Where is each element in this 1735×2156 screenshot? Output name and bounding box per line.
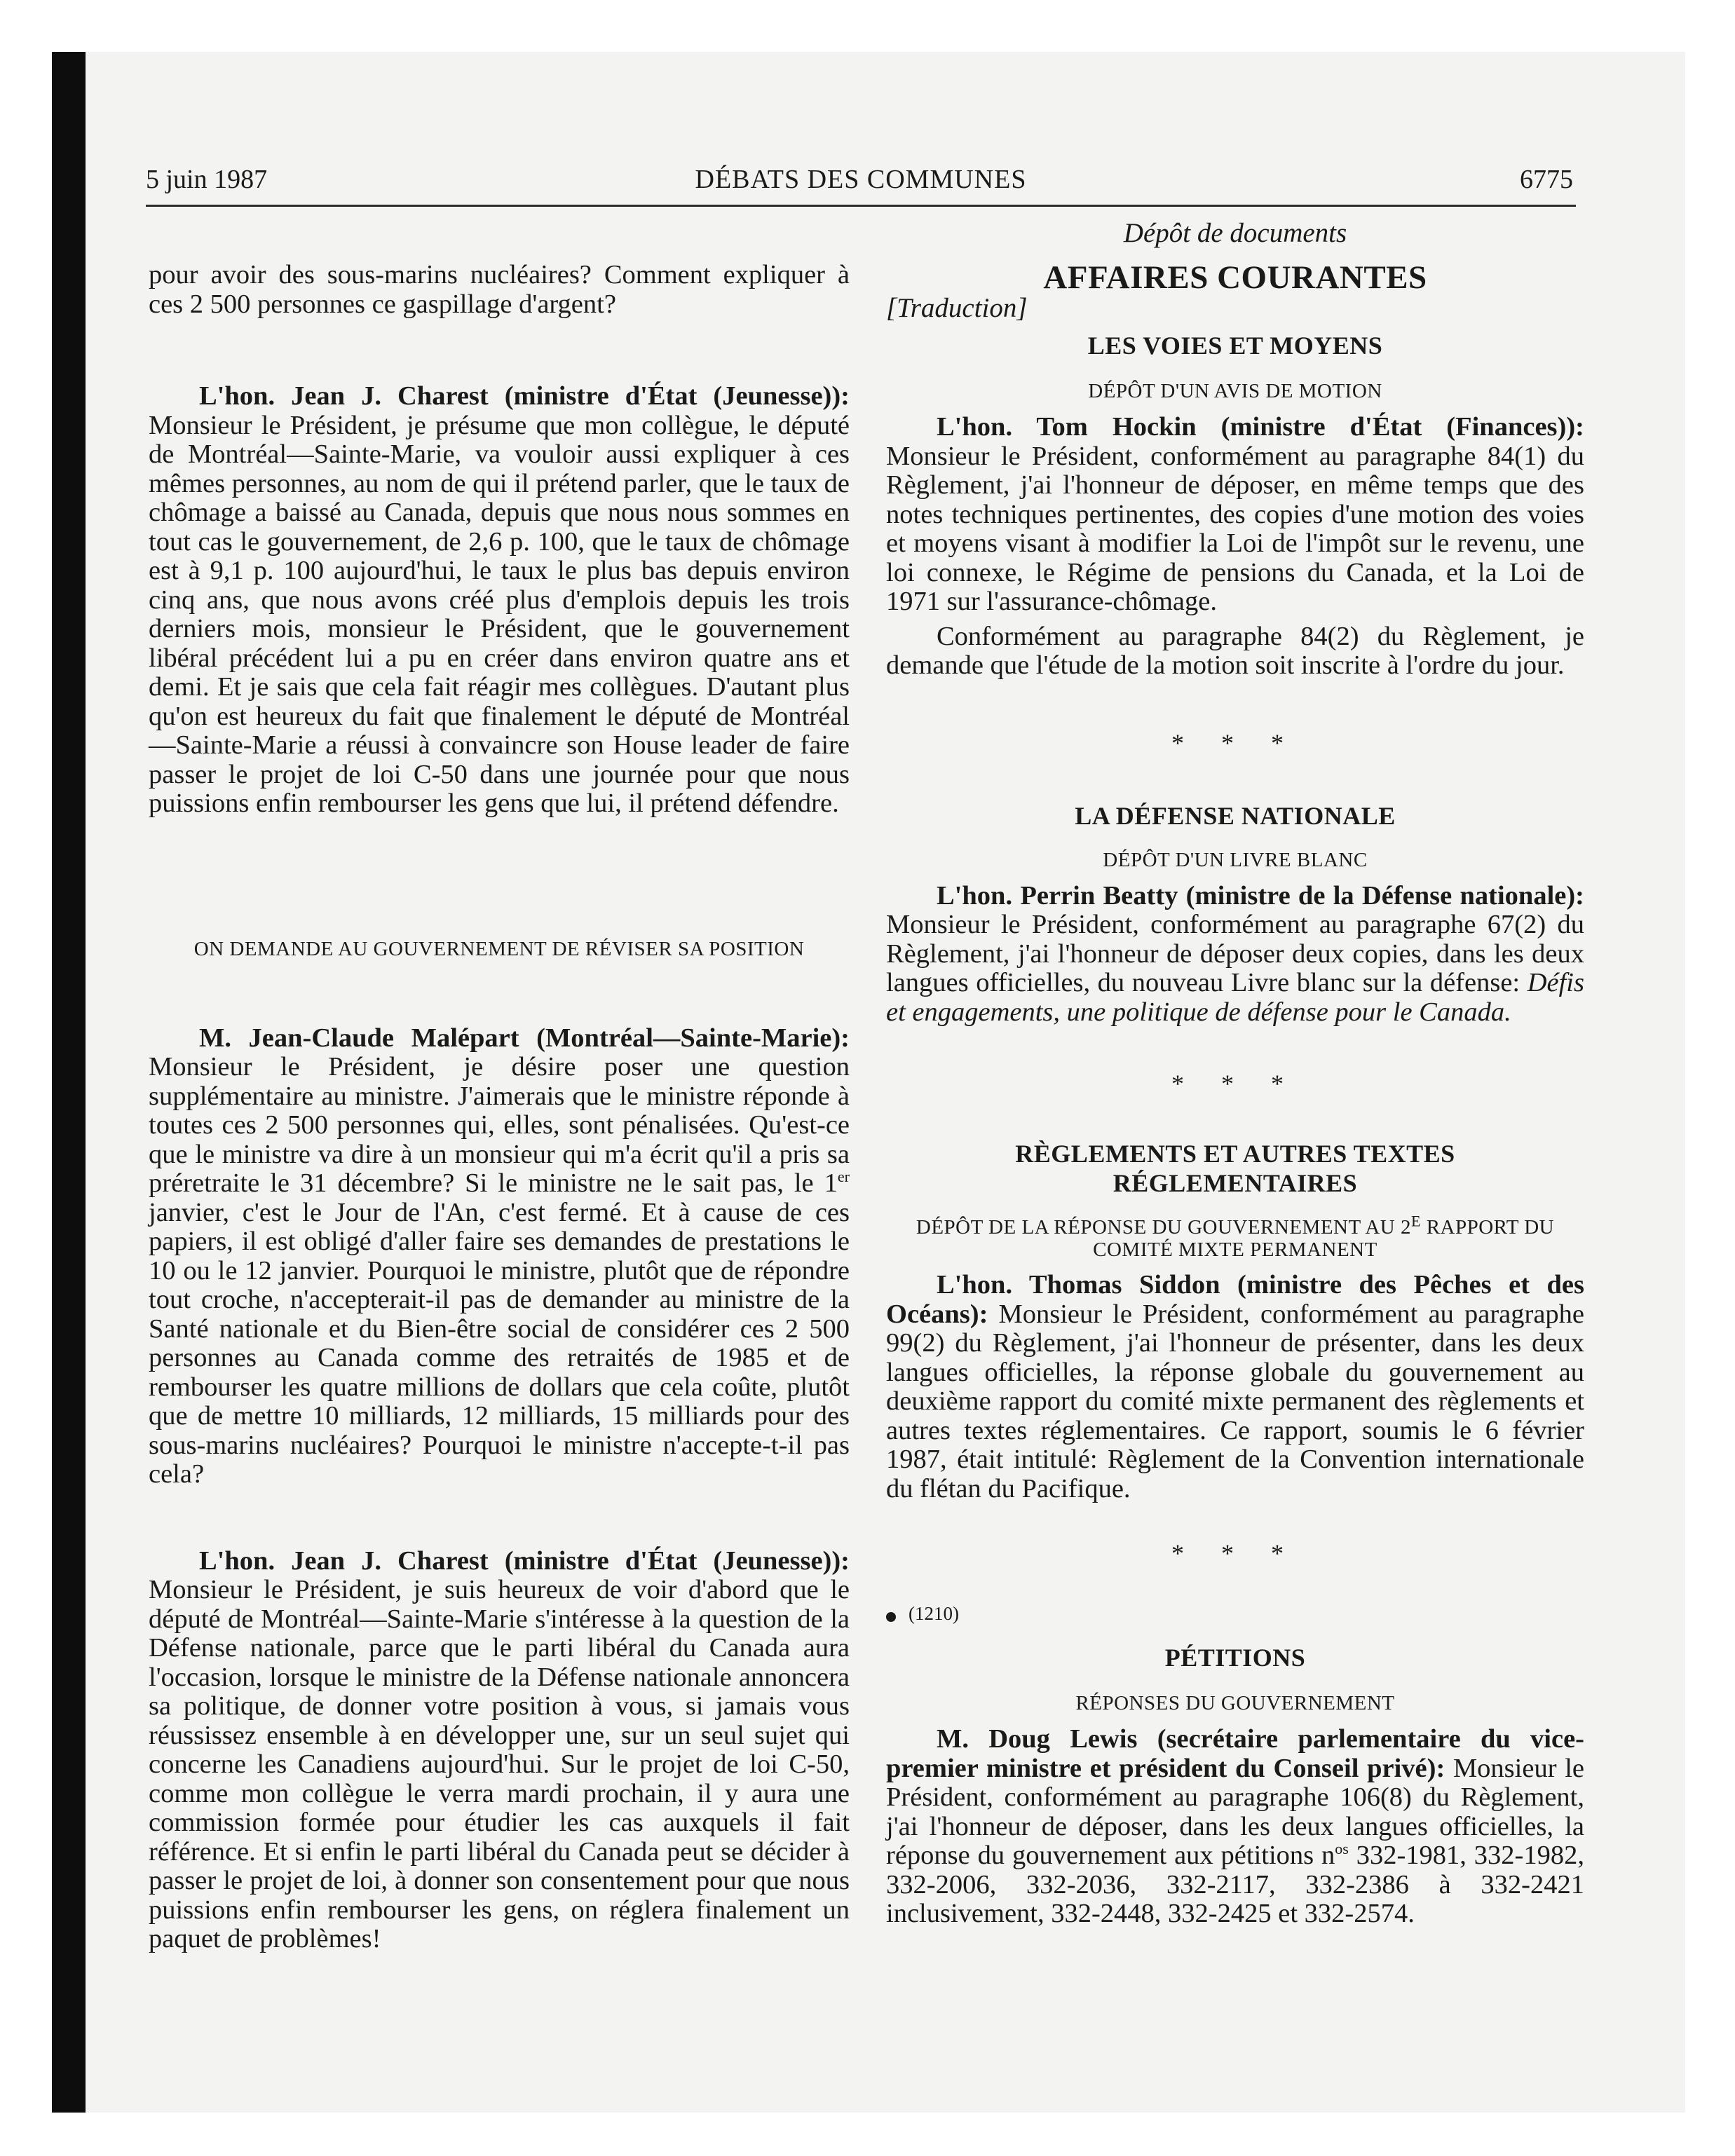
section-separator-3: * * * [1171,1539,1299,1567]
section-separator-1: * * * [1171,728,1299,757]
speaker-charest: L'hon. Jean J. Charest (ministre d'État (Jeunesse)): [199,381,850,411]
header-date: 5 juin 1987 [146,165,268,194]
left-column [149,261,850,1954]
white-paper-title: Défis et engagements, une politique de défense pour le Canada. [886,968,1584,1027]
subheading-reponses-gouvernement: RÉPONSES DU GOUVERNEMENT [1075,1692,1395,1714]
paragraph-hockin-2: Conformément au paragraphe 84(2) du Règlement, je demande que l'étude de la motion soit inscrite à l'ordre du jour. [886,621,1584,680]
heading-voies-moyens: LES VOIES ET MOYENS [1087,332,1383,360]
heading-petitions: PÉTITIONS [1164,1644,1306,1672]
paragraph-hockin: L'hon. Tom Hockin (ministre d'État (Finances)): Monsieur le Président, conformément au paragraphe 84(1) du Règlement, j'ai l'honneur de déposer, en même temps que des notes techniques pertinentes, des copies d'une motion des voies et moyens visant à modifier la Loi de l'impôt sur le revenu, une loi connexe, le Régime de pensions du Canada, et la Loi de 1971 sur l'assurance-chômage. [886,412,1584,616]
speaker-lewis: M. Doug Lewis (secrétaire parlementaire du vice-premier ministre et président du Conseil privé): [886,1724,1584,1783]
subheading-livre-blanc: DÉPÔT D'UN LIVRE BLANC [1103,848,1368,871]
subheading-avis-motion: DÉPÔT D'UN AVIS DE MOTION [1088,380,1382,402]
time-marker: (1210) [886,1603,1584,1625]
heading-affaires-courantes: AFFAIRES COURANTES [1043,259,1427,296]
header-title: DÉBATS DES COMMUNES [695,165,1027,194]
paragraph-charest-1: L'hon. Jean J. Charest (ministre d'État (Jeunesse)): Monsieur le Président, je présume que mon collègue, le député de Montréal—Sainte-Marie, va vouloir aussi expliquer à ces mêmes personnes, au nom de qui il prétend parler, que le taux de chômage a baissé au Canada, depuis que nous nous sommes en tout cas le gouvernement, de 2,6 p. 100, que le taux de chômage est à 9,1 p. 100 aujourd'hui, le taux le plus bas depuis environ cinq ans, que nous avons créé plus d'emplois depuis les trois derniers mois, monsieur le Président, que le gouvernement libéral précédent lui a pu en créer dans environ quatre ans et demi. Et je sais que cela fait réagir mes collègues. D'autant plus qu'on est heureux du fait que finalement le député de Montréal—Sainte-Marie a réussi à convaincre son House leader de faire passer le projet de loi C-50 dans une journée pour que nous puissions enfin rembourser les gens que lui, il prétend défendre. [149,381,850,818]
running-head: Dépôt de documents [1123,218,1347,248]
bullet-icon [886,1612,896,1622]
heading-defense-nationale: LA DÉFENSE NATIONALE [1075,801,1396,830]
paragraph-siddon: L'hon. Thomas Siddon (ministre des Pêches et des Océans): Monsieur le Président, conformément au paragraphe 99(2) du Règlement, j'ai l'honneur de présenter, dans les deux langues officielles, la réponse globale du gouvernement au deuxième rapport du comité mixte permanent des règlements et autres textes réglementaires. Ce rapport, soumis le 6 février 1987, était intitulé: Règlement de la Convention internationale du flétan du Pacifique. [886,1270,1584,1503]
speaker-hockin: L'hon. Tom Hockin (ministre d'État (Finances)): [937,412,1584,442]
right-column [886,217,1584,1929]
subheading-reponse-rapport: DÉPÔT DE LA RÉPONSE DU GOUVERNEMENT AU $2^E$ RAPPORT DU COMITÉ MIXTE PERMANENT [916,1212,1555,1261]
heading-reglements-2: RÉGLEMENTAIRES [1113,1169,1358,1197]
scan-edge-bar [52,52,86,2113]
page-header [146,164,1576,207]
paragraph-continuation: pour avoir des sous-marins nucléaires? Comment expliquer à ces 2 500 personnes ce gaspillage d'argent? [149,260,850,319]
subheading-revision: ON DEMANDE AU GOUVERNEMENT DE RÉVISER SA POSITION [193,937,805,960]
paragraph-beatty: L'hon. Perrin Beatty (ministre de la Défense nationale): Monsieur le Président, conformément au paragraphe 67(2) du Règlement, j'ai l'honneur de déposer deux copies, dans les deux langues officielles, du nouveau Livre blanc sur la défense: Défis et engagements, une politique de défense pour le Canada. [886,880,1584,1027]
speaker-charest-2: L'hon. Jean J. Charest (ministre d'État (Jeunesse)): [199,1546,850,1576]
section-separator-2: * * * [1171,1070,1299,1098]
speaker-malepart: M. Jean-Claude Malépart (Montréal—Sainte-Marie): [199,1023,850,1053]
speaker-siddon: L'hon. Thomas Siddon (ministre des Pêches et des Océans): [886,1270,1584,1329]
paragraph-lewis: M. Doug Lewis (secrétaire parlementaire du vice-premier ministre et président du Conseil privé): Monsieur le Président, conformément au paragraphe 106(8) du Règlement, j'ai l'honneur de déposer, dans les deux langues officielles, la réponse du gouvernement aux pétitions $n^{os}$ 332-1981, 332-1982, 332-2006, 332-2036, 332-2117, 332-2386 à 332-2421 inclusivement, 332-2448, 332-2425 et 332-2574. [886,1724,1584,1928]
heading-reglements-1: RÈGLEMENTS ET AUTRES TEXTES [1015,1140,1455,1168]
paragraph-charest-2: L'hon. Jean J. Charest (ministre d'État (Jeunesse)): Monsieur le Président, je suis heureux de voir d'abord que le député de Montréal—Sainte-Marie s'intéresse à la question de la Défense nationale, parce que le parti libéral du Canada aura l'occasion, lorsque le ministre de la Défense nationale annoncera sa politique, de donner votre position à vous, si jamais vous réussissez ensemble à en développer une, sur un seul sujet qui concerne les Canadiens aujourd'hui. Sur le projet de loi C-50, comme mon collègue le verra mardi prochain, il y aura une commission formée pour étudier les cas auxquels il fait référence. Et si enfin le parti libéral du Canada peut se décider à passer le projet de loi, à donner son consentement pour que nous puissions enfin rembourser les gens, on réglera finalement un paquet de problèmes! [149,1546,850,1953]
speaker-beatty: L'hon. Perrin Beatty (ministre de la Défense nationale): [937,880,1584,910]
header-page-number: 6775 [1520,165,1573,194]
traduction-marker: [Traduction] [886,293,1028,323]
paragraph-malepart: M. Jean-Claude Malépart (Montréal—Sainte-Marie): Monsieur le Président, je désire poser une question supplémentaire au ministre. J'aimerais que le ministre réponde à toutes ces 2 500 personnes qui, elles, sont pénalisées. Qu'est-ce que le ministre va dire à un monsieur qui m'a écrit qu'il a pris sa préretraite le 31 décembre? Si le ministre ne le sait pas, le 1er janvier, c'est le Jour de l'An, c'est fermé. Et à cause de ces papiers, il est obligé d'aller faire ses demandes de prestations le 10 ou le 12 janvier. Pourquoi le ministre, plutôt que de répondre tout croche, n'accepterait-il pas de demander au ministre de la Santé nationale et du Bien-être social de considérer ces 2 500 personnes au Canada comme des retraités de 1985 et de rembourser les quatre millions de dollars que cela coûte, plutôt que de mettre 10 milliards, 12 milliards, 15 milliards pour des sous-marins nucléaires? Pourquoi le ministre n'accepte-t-il pas cela? [149,1023,850,1489]
